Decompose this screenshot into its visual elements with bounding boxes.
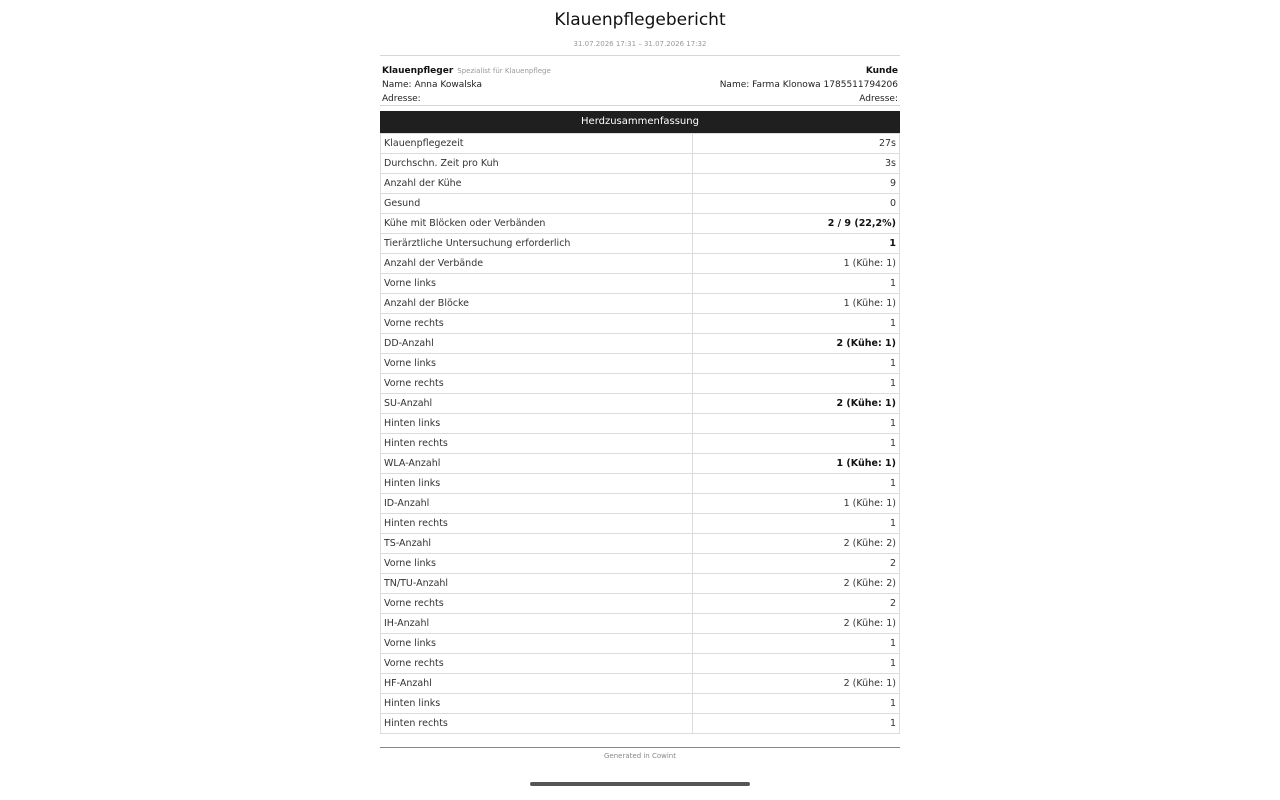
footer-divider [380, 747, 900, 748]
row-label: Anzahl der Verbände [381, 254, 693, 274]
row-value: 3s [693, 154, 900, 174]
row-label: Hinten rechts [381, 514, 693, 534]
row-value: 2 (Kühe: 1) [693, 674, 900, 694]
table-row [381, 654, 900, 674]
row-label: Vorne rechts [381, 314, 693, 334]
row-value: 0 [693, 194, 900, 214]
table-row [381, 574, 900, 594]
row-label: Hinten links [381, 474, 693, 494]
row-label: Vorne links [381, 634, 693, 654]
row-value: 1 [693, 694, 900, 714]
row-label: DD-Anzahl [381, 334, 693, 354]
footer-text: Generated in Cowint [604, 752, 676, 760]
table-row [381, 194, 900, 214]
row-value: 1 [693, 634, 900, 654]
table-row [381, 714, 900, 734]
row-label: Vorne links [381, 274, 693, 294]
row-label: Hinten links [381, 694, 693, 714]
table-row [381, 534, 900, 554]
trimmer-heading: Klauenpfleger [382, 66, 454, 76]
row-value: 2 (Kühe: 2) [693, 574, 900, 594]
table-row [381, 294, 900, 314]
row-label: Anzahl der Blöcke [381, 294, 693, 314]
table-row [381, 394, 900, 414]
row-label: TS-Anzahl [381, 534, 693, 554]
table-row [381, 134, 900, 154]
table-row [381, 274, 900, 294]
trimmer-name: Name: Anna Kowalska [382, 80, 482, 90]
report-page [380, 0, 900, 760]
table-row [381, 594, 900, 614]
row-value: 1 [693, 274, 900, 294]
table-row [381, 634, 900, 654]
table-row [381, 234, 900, 254]
row-label: HF-Anzahl [381, 674, 693, 694]
row-label: WLA-Anzahl [381, 454, 693, 474]
row-label: Klauenpflegezeit [381, 134, 693, 154]
table-row [381, 434, 900, 454]
table-row [381, 454, 900, 474]
table-row [381, 214, 900, 234]
row-value: 1 [693, 434, 900, 454]
row-label: TN/TU-Anzahl [381, 574, 693, 594]
table-row [381, 354, 900, 374]
row-label: Durchschn. Zeit pro Kuh [381, 154, 693, 174]
customer-heading: Kunde [865, 66, 898, 76]
row-value: 1 [693, 414, 900, 434]
table-row [381, 374, 900, 394]
parties-section [380, 56, 900, 104]
row-value: 1 [693, 514, 900, 534]
report-date-range: 31.07.2026 17:31 – 31.07.2026 17:32 [573, 40, 707, 48]
scroll-indicator[interactable] [530, 782, 750, 786]
row-value: 1 [693, 374, 900, 394]
row-value: 2 (Kühe: 1) [693, 394, 900, 414]
row-value: 2 (Kühe: 1) [693, 334, 900, 354]
table-row [381, 514, 900, 534]
row-value: 1 (Kühe: 1) [693, 294, 900, 314]
row-value: 9 [693, 174, 900, 194]
row-label: Vorne links [381, 354, 693, 374]
table-row [381, 494, 900, 514]
row-value: 1 [693, 234, 900, 254]
table-row [381, 174, 900, 194]
row-label: Kühe mit Blöcken oder Verbänden [381, 214, 693, 234]
customer-info [719, 64, 898, 104]
row-value: 1 (Kühe: 1) [693, 494, 900, 514]
table-row [381, 154, 900, 174]
row-label: Vorne rechts [381, 374, 693, 394]
row-label: Hinten rechts [381, 434, 693, 454]
row-value: 1 (Kühe: 1) [693, 454, 900, 474]
row-value: 27s [693, 134, 900, 154]
row-value: 1 [693, 654, 900, 674]
table-row [381, 554, 900, 574]
row-label: IH-Anzahl [381, 614, 693, 634]
summary-heading: Herdzusammenfassung [380, 111, 900, 133]
row-label: Vorne rechts [381, 654, 693, 674]
trimmer-info [382, 64, 551, 104]
row-value: 2 (Kühe: 2) [693, 534, 900, 554]
row-label: Hinten rechts [381, 714, 693, 734]
row-label: Gesund [381, 194, 693, 214]
row-label: Hinten links [381, 414, 693, 434]
table-row [381, 254, 900, 274]
row-label: Anzahl der Kühe [381, 174, 693, 194]
row-value: 1 [693, 474, 900, 494]
herd-summary-table [380, 133, 900, 734]
row-value: 1 [693, 354, 900, 374]
row-label: Tierärztliche Untersuchung erforderlich [381, 234, 693, 254]
row-value: 1 (Kühe: 1) [693, 254, 900, 274]
row-value: 2 (Kühe: 1) [693, 614, 900, 634]
report-title: Klauenpflegebericht [554, 10, 726, 30]
customer-address: Adresse: [859, 94, 898, 104]
table-row [381, 614, 900, 634]
trimmer-address: Adresse: [382, 94, 421, 104]
table-row [381, 414, 900, 434]
row-value: 1 [693, 314, 900, 334]
row-value: 2 [693, 594, 900, 614]
row-label: ID-Anzahl [381, 494, 693, 514]
table-row [381, 314, 900, 334]
row-value: 1 [693, 714, 900, 734]
table-row [381, 694, 900, 714]
trimmer-subtitle: Spezialist für Klauenpflege [457, 67, 551, 75]
table-row [381, 474, 900, 494]
customer-name: Name: Farma Klonowa 1785511794206 [719, 80, 898, 90]
row-label: Vorne links [381, 554, 693, 574]
row-value: 2 / 9 (22,2%) [693, 214, 900, 234]
table-row [381, 674, 900, 694]
row-label: SU-Anzahl [381, 394, 693, 414]
table-row [381, 334, 900, 354]
row-label: Vorne rechts [381, 594, 693, 614]
row-value: 2 [693, 554, 900, 574]
